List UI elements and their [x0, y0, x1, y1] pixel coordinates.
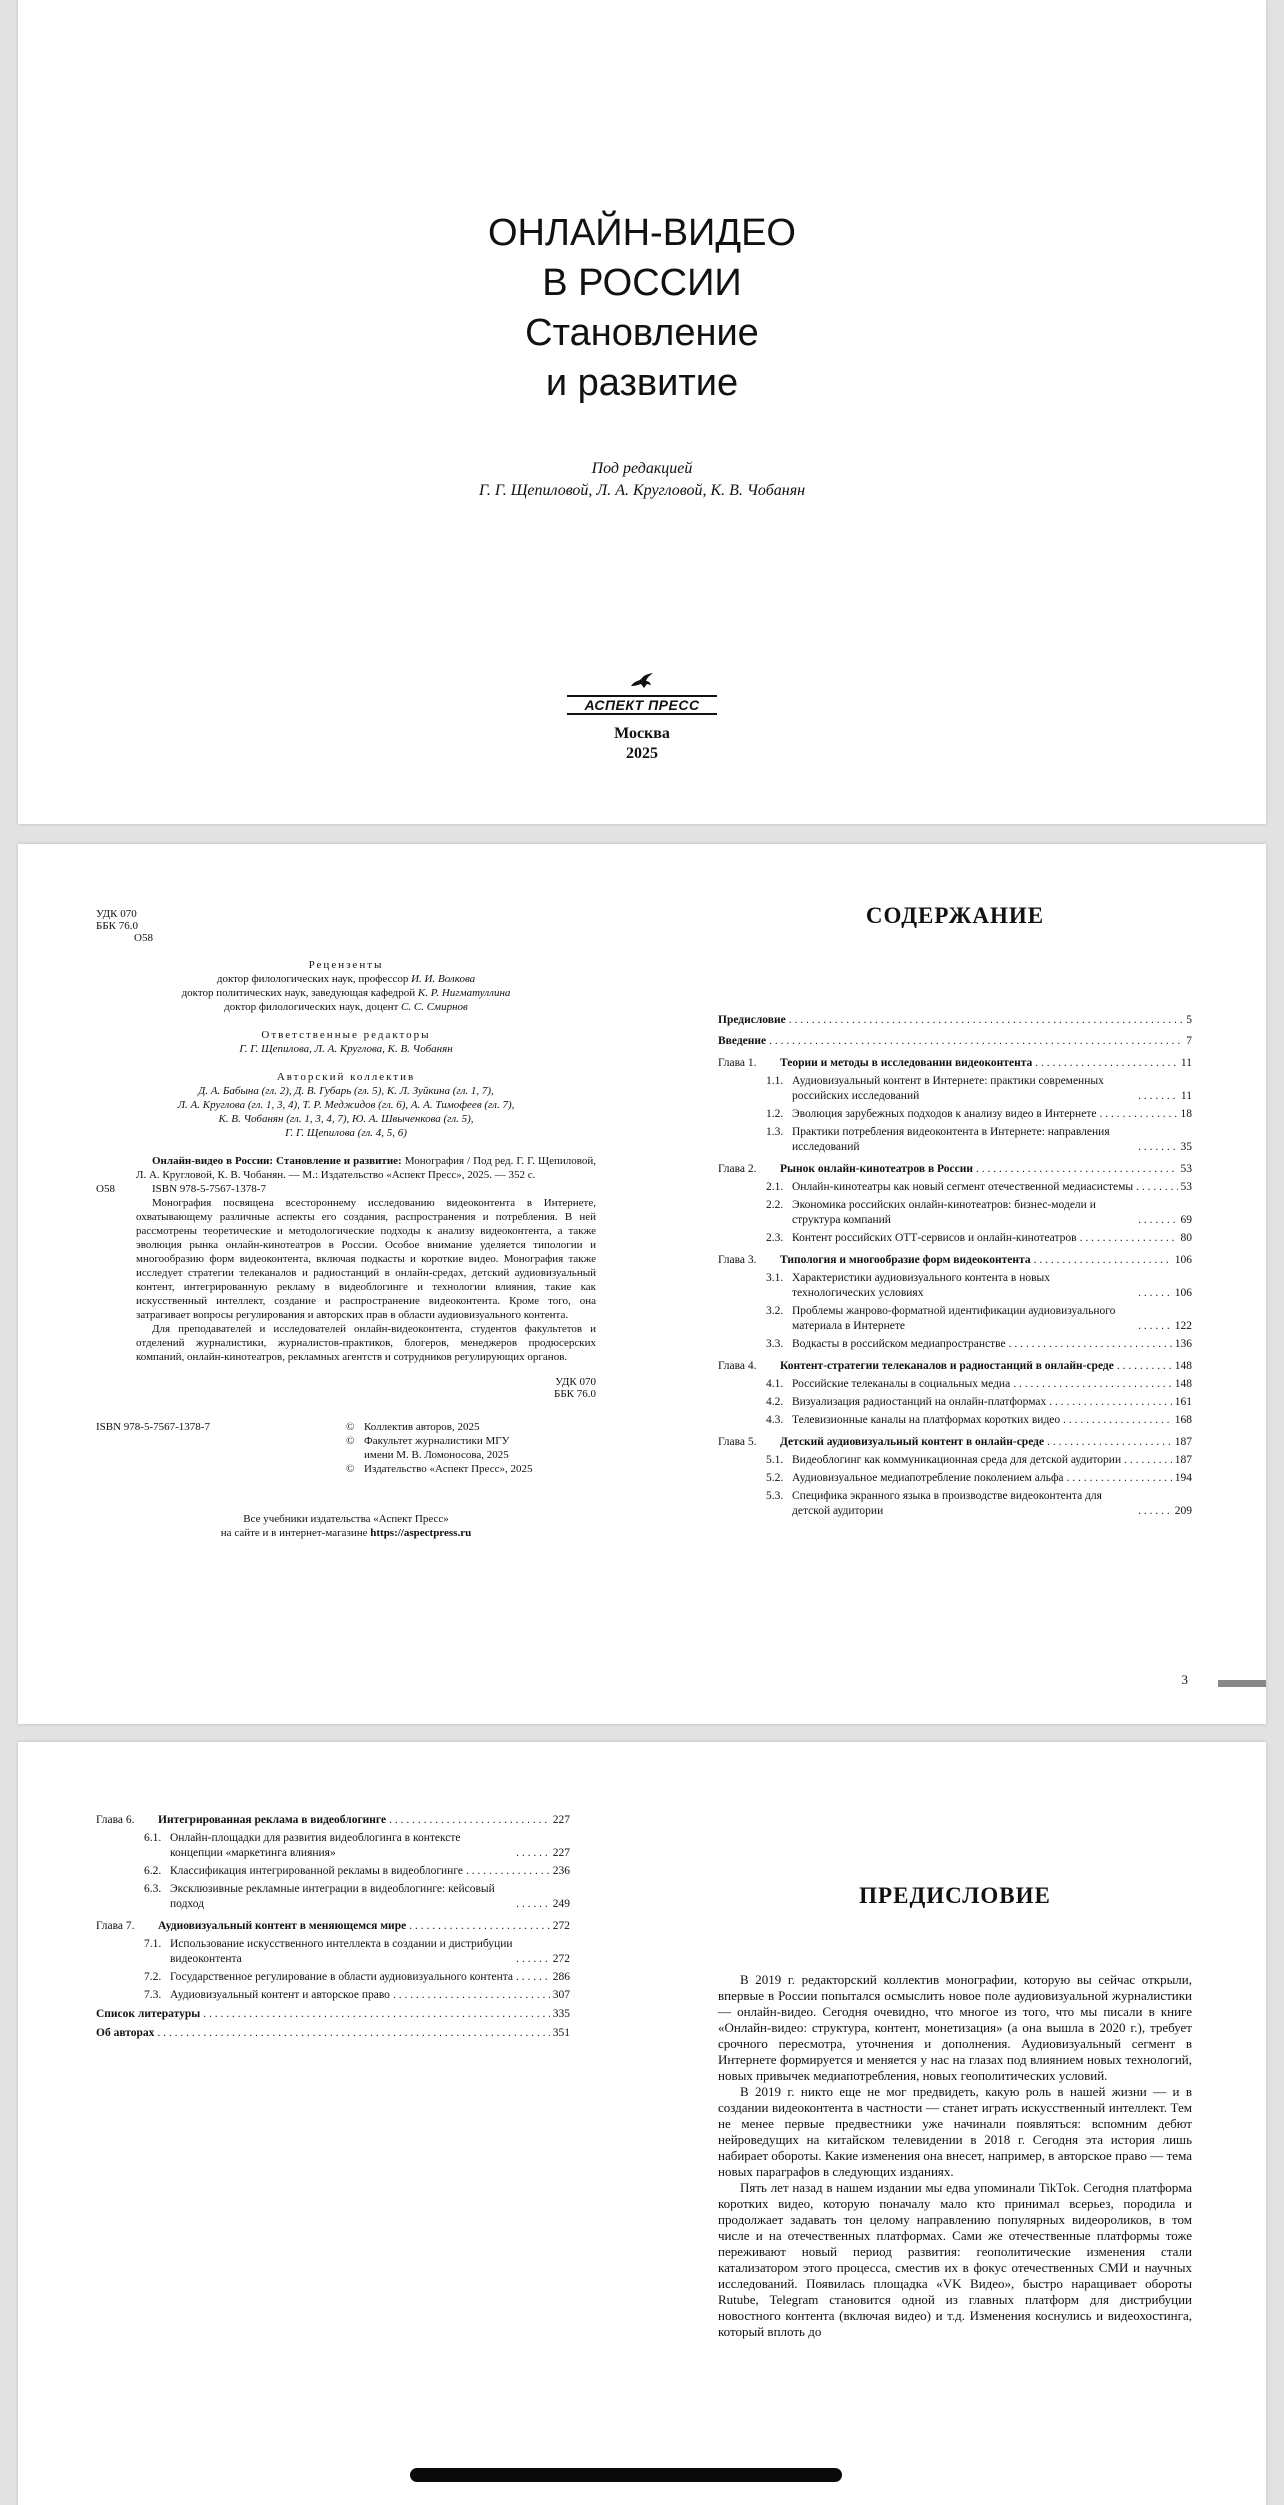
book-title: [18, 208, 1266, 408]
abstract-paragraph: Монография посвящена всестороннему исследованию видеоконтента в Интернете, охватывающему различные аспекты его создания, распространения и потребления. В ней рассмотрены теоретические и методологические подходы к анализу видеоконтента, а также эволюция рынка онлайн-кинотеатров в России. Особое внимание уделяется типологии и многообразию форм видеоконтента, включая подкасты и короткие видео. Монография также исследует стратегии телеканалов и радиостанций в онлайн-средах, детский аудиовизуальный контент, интегрированную рекламу в видеоблогинге и технологии влияния, такие как искусственный интеллект, создание и распространение видеоконтента. Кроме того, она затрагивает вопросы регулирования и авторских прав в области аудиовизуального контента.: [136, 1197, 596, 1321]
toc-entry-sub: [718, 1337, 1192, 1352]
toc-entry-sub: [718, 1377, 1192, 1392]
section-title: Экономика российских онлайн-кинотеатров: бизнес-модели и структура компаний: [792, 1199, 1096, 1226]
section-number: 6.1.: [144, 1832, 162, 1844]
toc-entry-label: [718, 1180, 1133, 1195]
chapter-number: Глава 4.: [718, 1360, 757, 1372]
city: Москва: [614, 725, 670, 742]
toc-entry-top: [96, 2026, 570, 2041]
bbk-code: ББК 76.0: [554, 1388, 596, 1400]
page-ref: 106: [1174, 1254, 1192, 1266]
leader-dots: [389, 1813, 550, 1828]
toc-entry-sub: [718, 1489, 1192, 1519]
chapter-number: Глава 6.: [96, 1814, 135, 1826]
section-title: Практики потребления видеоконтента в Интернете: направления исследований: [792, 1126, 1110, 1153]
bookmark-ribbon: [1218, 1680, 1266, 1687]
toc-entry-label: [718, 1271, 1135, 1301]
shop-url: https://aspectpress.ru: [370, 1527, 472, 1539]
page-ref: 161: [1174, 1396, 1192, 1408]
reviewer: [96, 972, 596, 986]
reviewer-role: доктор филологических наук, профессор: [216, 973, 412, 985]
chapter-title: Теории и методы в исследовании видеоконтента: [780, 1057, 1033, 1069]
shop-line: [96, 1526, 596, 1540]
preface-paragraph: В 2019 г. никто еще не мог предвидеть, какую роль в нашей жизни — и в создании видеоконтента в частности — станет играть искусственный интеллект. Тем не менее первые предвестники уже начинали появляться: вспомним дебют нейроведущих на китайском телевидении в 2018 г. Сегодня эта история лишь набирает обороты. Какие изменения она внесет, например, в авторское право — тема новых параграфов в следующих изданиях.: [718, 2084, 1192, 2179]
preface-paragraph: В 2019 г. редакторский коллектив монографии, которую вы сейчас открыли, впервые в России попытался осмыслить новое поле аудиовизуальной журналистики — онлайн-видео. Сегодня очевидно, что многое из того, что мы писали в книге «Онлайн-видео: структура, контент, монетизация» (а она вышла в 2020 г.), требует срочного пересмотра, уточнения и дополнения. Аудиовизуальный сегмент в Интернете формируется и меняется у нас на глазах под влиянием новых технологий, новых привычек медиапотребления, новых геополитических условий.: [718, 1972, 1192, 2083]
bbk-code: ББК 76.0: [96, 920, 138, 932]
toc-entry-label: [718, 1074, 1135, 1104]
page-ref: 53: [1180, 1163, 1192, 1175]
authors-line: Г. Г. Щепилова (гл. 4, 5, 6): [285, 1127, 407, 1139]
year: 2025: [626, 745, 658, 762]
copyright-line: © Коллектив авторов, 2025: [346, 1420, 532, 1434]
toc-entry-sub: [96, 1882, 570, 1912]
imprint-place-year: [18, 724, 1266, 764]
section-number: 3.2.: [766, 1305, 784, 1317]
toc-entry-top: [718, 1034, 1192, 1049]
leader-dots: [1067, 1471, 1172, 1486]
leader-dots: [976, 1162, 1178, 1177]
page-ref: 227: [552, 1814, 570, 1826]
page-ref: 7: [1186, 1035, 1192, 1047]
toc-entry-sub: [718, 1107, 1192, 1122]
page-ref: 272: [552, 1953, 570, 1965]
toc-entry-sub: [718, 1304, 1192, 1334]
resp-editors: Г. Г. Щепилова, Л. А. Круглова, К. В. Чобанян: [239, 1043, 453, 1055]
leader-dots: [789, 1013, 1184, 1028]
editors-intro: Под редакцией: [591, 460, 693, 477]
leader-dots: [1138, 1213, 1177, 1228]
toc-entry-label: [718, 1489, 1135, 1519]
page-ref: 136: [1174, 1338, 1192, 1350]
copyright-line: имени М. В. Ломоносова, 2025: [364, 1449, 509, 1461]
chapter-number: Глава 5.: [718, 1436, 757, 1448]
section-number: 3.1.: [766, 1272, 784, 1284]
chapter-title: Детский аудиовизуальный контент в онлайн-среде: [780, 1436, 1045, 1448]
leader-dots: [1009, 1337, 1172, 1352]
leader-dots: [157, 2026, 549, 2041]
toc-entry-sub: [718, 1413, 1192, 1428]
home-indicator[interactable]: [410, 2468, 842, 2482]
codes-right: [136, 1376, 596, 1400]
reviewer: [96, 1000, 596, 1014]
section-number: 7.2.: [144, 1971, 162, 1983]
toc-entry-sub: [718, 1125, 1192, 1155]
leader-dots: [1013, 1377, 1172, 1392]
chapter-title: Контент-стратегии телеканалов и радиостанций в онлайн-среде: [780, 1360, 1114, 1372]
toc-entry-label: [718, 1125, 1135, 1155]
page-ref: 227: [552, 1847, 570, 1859]
toc-entry-sub: [718, 1231, 1192, 1246]
section-number: 1.3.: [766, 1126, 784, 1138]
toc-entry-sub: [718, 1074, 1192, 1104]
section-title: Онлайн-площадки для развития видеоблогинга в контексте концепции «маркетинга влияния»: [170, 1832, 461, 1859]
chapter-title: Рынок онлайн-кинотеатров в России: [780, 1163, 973, 1175]
udk-code: УДК 070: [96, 908, 137, 920]
copyright-line: © Издательство «Аспект Пресс», 2025: [346, 1462, 532, 1476]
leader-dots: [1063, 1413, 1172, 1428]
reviewer: [96, 986, 596, 1000]
book-title-rest: Монография / Под ред. Г. Г. Щепиловой, Л. А. Кругловой, К. В. Чобанян. — М.: Издательство «Аспект Пресс», 2025. — 352 с.: [136, 1155, 596, 1181]
leader-dots: [1136, 1180, 1177, 1195]
leader-dots: [1080, 1231, 1178, 1246]
toc-entry-label: [96, 1882, 513, 1912]
toc-entry-sub: [718, 1453, 1192, 1468]
page-ref: 5: [1186, 1014, 1192, 1026]
copyright-list: [346, 1420, 532, 1476]
leader-dots: [1117, 1359, 1172, 1374]
toc-entry-label: [718, 1198, 1135, 1228]
pegasus-icon: [629, 672, 655, 690]
leader-dots: [1138, 1089, 1178, 1104]
leader-dots: [466, 1864, 550, 1879]
leader-dots: [1124, 1453, 1172, 1468]
section-title: Классификация интегрированной рекламы в видеоблогинге: [170, 1865, 464, 1877]
toc-entry-label: [718, 1471, 1064, 1486]
toc-entries: [96, 1813, 570, 2041]
section-title: Видеоблогинг как коммуникационная среда для детской аудитории: [792, 1454, 1122, 1466]
section-title: Российские телеканалы в социальных медиа: [792, 1378, 1011, 1390]
page-ref: 286: [552, 1971, 570, 1983]
chapter-title: Интегрированная реклама в видеоблогинге: [158, 1814, 387, 1826]
section-number: 6.2.: [144, 1865, 162, 1877]
leader-dots: [516, 1952, 550, 1967]
isbn: ISBN 978-5-7567-1378-7: [96, 1421, 210, 1433]
toc-entry-top: [718, 1013, 1192, 1028]
table-of-contents-continued: [96, 1806, 570, 2041]
title-line: ОНЛАЙН-ВИДЕО: [488, 212, 796, 254]
page-ref: 236: [552, 1865, 570, 1877]
page-ref: 11: [1180, 1057, 1192, 1069]
toc-entry-chapter: [718, 1162, 1192, 1177]
toc-entry-label: [718, 1453, 1121, 1468]
imprint-page: [96, 908, 596, 1540]
page-ref: 148: [1174, 1360, 1192, 1372]
toc-entry-label: [718, 1231, 1077, 1246]
shop-line: Все учебники издательства «Аспект Пресс»: [243, 1513, 449, 1525]
chapter-number: Глава 3.: [718, 1254, 757, 1266]
section-title: Эволюция зарубежных подходов к анализу видео в Интернете: [792, 1108, 1097, 1120]
toc-entries: [718, 1013, 1192, 1519]
page-ref: 335: [552, 2008, 570, 2020]
toc-entry-chapter: [718, 1435, 1192, 1450]
page-ref: 106: [1174, 1287, 1192, 1299]
page-ref: 351: [552, 2027, 570, 2039]
leader-dots: [1047, 1435, 1172, 1450]
page-ref: 80: [1180, 1232, 1192, 1244]
toc-entry-label: [96, 1937, 513, 1967]
section-title: Аудиовизуальное медиапотребление поколением альфа: [792, 1472, 1064, 1484]
subtitle-line: Становление: [525, 312, 759, 354]
toc-entry-label: [718, 1377, 1010, 1392]
leader-dots: [516, 1846, 550, 1861]
leader-dots: [1034, 1253, 1172, 1268]
publisher-logo-text: АСПЕКТ ПРЕСС: [567, 695, 717, 715]
section-number: 5.2.: [766, 1472, 784, 1484]
toc-entry-sub: [96, 1831, 570, 1861]
page-ref: 187: [1174, 1454, 1192, 1466]
toc-entry-label: [96, 1831, 513, 1861]
toc-entry-label: Введение: [718, 1035, 767, 1047]
section-title: Характеристики аудиовизуального контента в новых технологических условиях: [792, 1272, 1051, 1299]
reviewer-name: С. С. Смирнов: [401, 1001, 468, 1013]
leader-dots: [1099, 1107, 1177, 1122]
leader-dots: [516, 1897, 550, 1912]
section-title: Проблемы жанрово-форматной идентификации аудиовизуального материала в Интернете: [792, 1305, 1116, 1332]
toc-entry-label: [96, 1813, 386, 1828]
title-page: [18, 0, 1266, 824]
chapter-number: Глава 2.: [718, 1163, 757, 1175]
toc-entry-sub: [718, 1198, 1192, 1228]
leader-dots: [393, 1988, 550, 2003]
leader-dots: [1138, 1140, 1177, 1155]
toc-entry-sub: [96, 1988, 570, 2003]
authors-list: [96, 1084, 596, 1140]
toc-entry-sub: [96, 1970, 570, 1985]
toc-entry-chapter: [96, 1919, 570, 1934]
table-of-contents: [718, 903, 1192, 1519]
toc-entry-chapter: [718, 1056, 1192, 1071]
reviewer-name: К. Р. Нигматуллина: [417, 987, 511, 999]
toc-entry-label: [718, 1435, 1044, 1450]
toc-entry-label: [96, 1988, 390, 2003]
page-ref: 69: [1180, 1214, 1192, 1226]
authors-line: К. В. Чобанян (гл. 1, 3, 4, 7), Ю. А. Швыченкова (гл. 5),: [218, 1113, 474, 1125]
leader-dots: [769, 1034, 1183, 1049]
bibliographic-description: [136, 1154, 596, 1182]
publisher-logo: [18, 672, 1266, 715]
page-ref: 11: [1180, 1090, 1192, 1102]
section-number: 4.1.: [766, 1378, 784, 1390]
shop-text: на сайте и в интернет-магазине: [220, 1527, 371, 1539]
section-title: Аудиовизуальный контент и авторское право: [170, 1989, 390, 2001]
leader-dots: [1138, 1319, 1172, 1334]
toc-entry-chapter: [718, 1359, 1192, 1374]
toc-heading: СОДЕРЖАНИЕ: [865, 903, 1045, 928]
toc-entry-sub: [718, 1271, 1192, 1301]
page-ref: 122: [1174, 1320, 1192, 1332]
leader-dots: [1035, 1056, 1178, 1071]
page-ref: 168: [1174, 1414, 1192, 1426]
page-number: 3: [1181, 1672, 1188, 1687]
toc-entry-label: Об авторах: [96, 2027, 155, 2039]
toc-entry-label: [718, 1395, 1046, 1410]
toc-entry-label: [96, 1970, 513, 1985]
section-title: Водкасты в российском медиапространстве: [792, 1338, 1006, 1350]
section-number: 2.2.: [766, 1199, 784, 1211]
book-title-bold: Онлайн-видео в России: Становление и развитие:: [152, 1155, 402, 1167]
section-number: 1.2.: [766, 1108, 784, 1120]
section-number: 2.1.: [766, 1181, 784, 1193]
page-ref: 148: [1174, 1378, 1192, 1390]
section-number: 3.3.: [766, 1338, 784, 1350]
leader-dots: [409, 1919, 550, 1934]
section-title: Аудиовизуальный контент в Интернете: практики современных российских исследований: [792, 1075, 1104, 1102]
copyright-block: [96, 1420, 596, 1484]
toc-entry-label: [718, 1304, 1135, 1334]
contents-preface-spread: [18, 1742, 1266, 2505]
audience-paragraph: Для преподавателей и исследователей онлайн-видеоконтента, студентов факультетов и отделений журналистики, журналистов-практиков, блогеров, менеджеров продюсерских компаний, онлайн-кинотеатров, рекламных агентств и сотрудников регулирующих органов.: [136, 1323, 596, 1363]
page-ref: 53: [1180, 1181, 1192, 1193]
title-line: В РОССИИ: [542, 262, 742, 304]
leader-dots: [516, 1970, 550, 1985]
page-ref: 35: [1180, 1141, 1192, 1153]
page-ref: 272: [552, 1920, 570, 1932]
subtitle-line: и развитие: [545, 362, 739, 404]
section-number: 4.3.: [766, 1414, 784, 1426]
page-ref: 18: [1180, 1108, 1192, 1120]
toc-entry-label: [718, 1162, 973, 1177]
udk-code: УДК 070: [555, 1376, 596, 1388]
toc-entry-label: [96, 1864, 463, 1879]
section-title: Визуализация радиостанций на онлайн-платформах: [792, 1396, 1047, 1408]
copyright-line: © Факультет журналистики МГУ: [346, 1434, 532, 1448]
preface-heading: ПРЕДИСЛОВИЕ: [859, 1883, 1051, 1908]
toc-entry-chapter: [96, 1813, 570, 1828]
section-number: 2.3.: [766, 1232, 784, 1244]
leader-dots: [203, 2007, 550, 2022]
section-title: Телевизионные каналы на платформах коротких видео: [792, 1414, 1061, 1426]
section-number: 1.1.: [766, 1075, 784, 1087]
section-title: Специфика экранного языка в производстве видеоконтента для детской аудитории: [792, 1490, 1102, 1517]
toc-entry-label: Предисловие: [718, 1014, 786, 1026]
bibliographic-record: [96, 1154, 596, 1400]
section-title: Государственное регулирование в области аудиовизуального контента: [170, 1971, 514, 1983]
toc-entry-top: [96, 2007, 570, 2022]
page-ref: 307: [552, 1989, 570, 2001]
classification-codes: [96, 908, 596, 944]
leader-dots: [1049, 1395, 1171, 1410]
editors-names: Г. Г. Щепиловой, Л. А. Кругловой, К. В. Чобанян: [478, 482, 806, 499]
toc-entry-label: [718, 1107, 1096, 1122]
reviewer-name: И. И. Волкова: [411, 973, 476, 985]
section-title: Использование искусственного интеллекта в создании и дистрибуции видеоконтента: [170, 1938, 513, 1965]
authors-line: Л. А. Круглова (гл. 1, 3, 4), Т. Р. Меджидов (гл. 6), А. А. Тимофеев (гл. 7),: [177, 1099, 515, 1111]
leader-dots: [1138, 1286, 1172, 1301]
imprint-contents-spread: [18, 844, 1266, 1724]
page-ref: 209: [1174, 1505, 1192, 1517]
section-number: 4.2.: [766, 1396, 784, 1408]
authors-line: Д. А. Бабына (гл. 2), Д. В. Губарь (гл. 5), К. Л. Зуйкина (гл. 1, 7),: [198, 1085, 494, 1097]
section-number: 6.3.: [144, 1883, 162, 1895]
shop-notice: [96, 1512, 596, 1540]
reviewers-heading: Рецензенты: [308, 959, 384, 971]
toc-entry-sub: [718, 1395, 1192, 1410]
toc-entry-label: [718, 1253, 1031, 1268]
preface-paragraph: Пять лет назад в нашем издании мы едва упоминали TikTok. Сегодня платформа коротких видео, которую поначалу мало кто принимал всерьез, породила и продолжает задавать тон целому направлению популярных видеороликов, в том числе и на отечественных платформах. Сами же отечественные платформы тоже переживают новый период развития: геополитические изменения стали катализатором этого процесса, сместив их в фокус отечественных СМИ и научных исследований. Появилась площадка «VK Видео», быстро наращивает обороты Rutube, Telegram становится одной из главных платформ для дистрибуции новостного контента (включая видео) и т.д. Изменения коснулись и видеохостинга, который вплоть до: [718, 2180, 1192, 2339]
reviewer-role: доктор политических наук, заведующая кафедрой: [181, 987, 418, 999]
toc-entry-label: [718, 1056, 1032, 1071]
toc-entry-label: [718, 1337, 1006, 1352]
author-mark-margin: О58: [96, 1183, 115, 1195]
editors-block: [18, 458, 1266, 502]
chapter-number: Глава 1.: [718, 1057, 757, 1069]
reviewers-list: [96, 972, 596, 1014]
section-title: Контент российских ОТТ-сервисов и онлайн-кинотеатров: [792, 1232, 1077, 1244]
section-number: 5.3.: [766, 1490, 784, 1502]
author-mark: О58: [134, 932, 153, 944]
chapter-number: Глава 7.: [96, 1920, 135, 1932]
section-number: 5.1.: [766, 1454, 784, 1466]
toc-entry-sub: [96, 1937, 570, 1967]
page-ref: 194: [1174, 1472, 1192, 1484]
page-ref: 187: [1174, 1436, 1192, 1448]
reviewer-role: доктор филологических наук, доцент: [224, 1001, 402, 1013]
section-title: Онлайн-кинотеатры как новый сегмент отечественной медиасистемы: [792, 1181, 1134, 1193]
toc-entry-sub: [96, 1864, 570, 1879]
section-number: 7.1.: [144, 1938, 162, 1950]
chapter-title: Типология и многообразие форм видеоконтента: [780, 1254, 1031, 1266]
section-title: Эксклюзивные рекламные интеграции в видеоблогинге: кейсовый подход: [170, 1883, 495, 1910]
toc-entry-label: [718, 1359, 1114, 1374]
page-ref: 249: [552, 1898, 570, 1910]
leader-dots: [1138, 1504, 1172, 1519]
toc-entry-label: [718, 1413, 1060, 1428]
authors-heading: Авторский коллектив: [276, 1071, 416, 1083]
section-number: 7.3.: [144, 1989, 162, 2001]
toc-entry-sub: [718, 1471, 1192, 1486]
toc-entry-chapter: [718, 1253, 1192, 1268]
preface: [718, 1883, 1192, 2340]
resp-editors-heading: Ответственные редакторы: [261, 1029, 431, 1041]
toc-entry-label: Список литературы: [96, 2008, 201, 2020]
toc-entry-sub: [718, 1180, 1192, 1195]
isbn: ISBN 978-5-7567-1378-7: [152, 1183, 266, 1195]
chapter-title: Аудиовизуальный контент в меняющемся мире: [158, 1920, 407, 1932]
toc-entry-label: [96, 1919, 406, 1934]
